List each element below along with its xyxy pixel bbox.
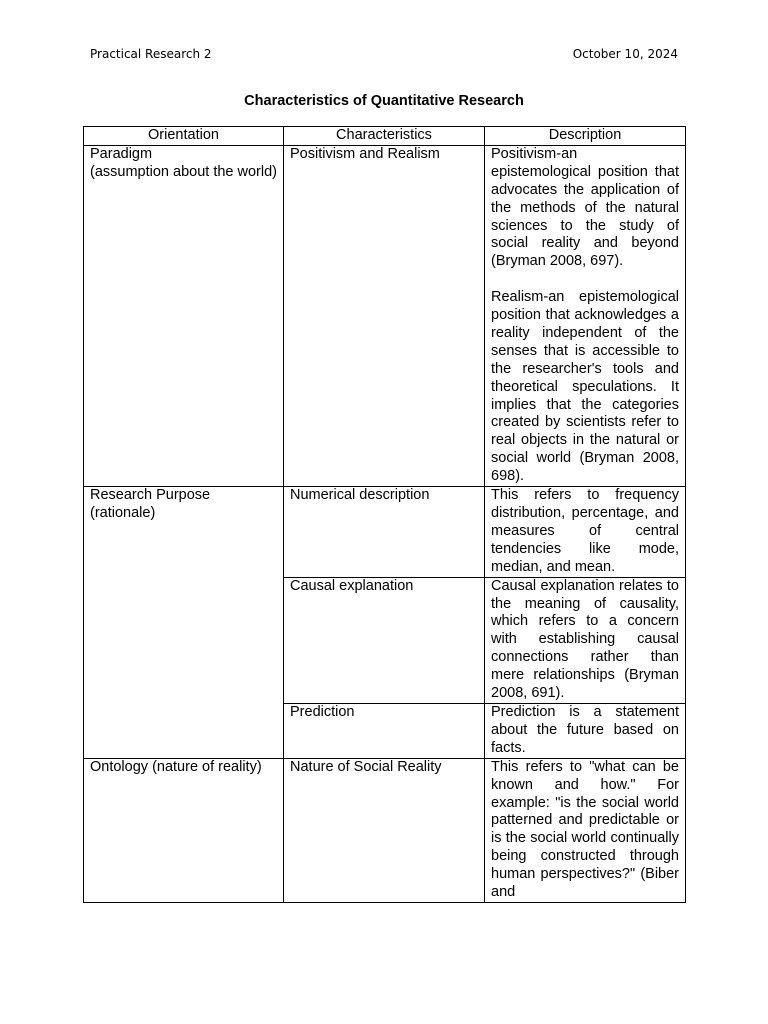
orientation-cell: Paradigm (assumption about the world) (84, 145, 284, 486)
column-header-orientation: Orientation (84, 127, 284, 146)
description-cell (485, 703, 686, 758)
description-cell (485, 145, 686, 486)
description-paragraph: Causal explanation relates to the meaning of causality, which refers to a concern with establishing causal connections rather than mere relationships (Bryman 2008, 691). (491, 577, 679, 702)
table-row (84, 758, 686, 902)
column-header-description: Description (485, 127, 686, 146)
document-title: Characteristics of Quantitative Research (244, 93, 524, 109)
characteristic-cell: Numerical description (284, 487, 485, 578)
description-paragraph: This refers to "what can be known and how." For example: "is the social world patterned and predictable or is the social world continually being constructed through human perspectives?" (Biber and (491, 758, 679, 901)
description-paragraph: This refers to frequency distribution, percentage, and measures of central tendencies like mode, median, and mean. (491, 487, 679, 575)
table-header-row (84, 127, 686, 146)
characteristic-cell: Prediction (284, 703, 485, 758)
characteristic-cell: Causal explanation (284, 577, 485, 703)
description-paragraph: Realism-an epistemological position that acknowledges a reality independent of the senses that is accessible to the researcher's tools and theoretical speculations. It implies that the categories created by scientists refer to real objects in the natural or social world (Bryman 2008, 698). (491, 289, 679, 485)
description-cell (485, 487, 686, 578)
description-paragraph: Positivism-an epistemological position that advocates the application of the methods of the natural sciences to the study of social reality and beyond (Bryman 2008, 697). (491, 145, 679, 270)
orientation-cell: Ontology (nature of reality) (84, 758, 284, 902)
description-cell (485, 577, 686, 703)
course-name: Practical Research 2 (90, 47, 212, 61)
description-cell (485, 758, 686, 902)
document-date: October 10, 2024 (572, 47, 678, 61)
page-header (90, 47, 678, 61)
characteristic-cell: Nature of Social Reality (284, 758, 485, 902)
characteristic-cell: Positivism and Realism (284, 145, 485, 486)
characteristics-table (83, 126, 686, 903)
table-row (84, 487, 686, 578)
column-header-characteristics: Characteristics (284, 127, 485, 146)
description-paragraph: Prediction is a statement about the future based on facts. (491, 703, 679, 756)
table-row (84, 145, 686, 486)
orientation-cell: Research Purpose (rationale) (84, 487, 284, 759)
